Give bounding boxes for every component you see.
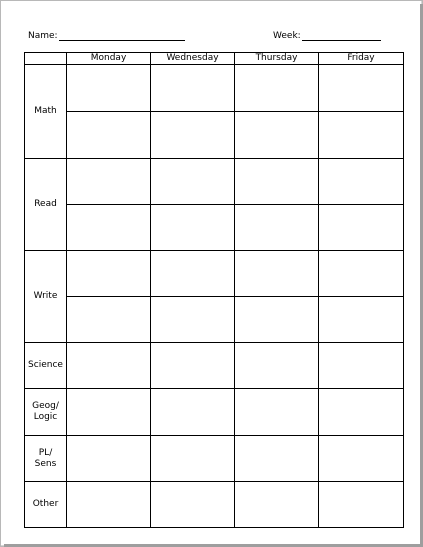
- day-header-friday: Friday: [319, 53, 404, 65]
- subject-cell-science: [25, 343, 67, 389]
- entry-cell[interactable]: [151, 159, 235, 205]
- table-row: [25, 343, 404, 389]
- entry-cell[interactable]: [319, 343, 404, 389]
- entry-cell[interactable]: [67, 389, 151, 436]
- entry-cell[interactable]: [67, 205, 151, 251]
- name-label: Name:: [28, 31, 58, 41]
- entry-cell[interactable]: [67, 112, 151, 159]
- entry-cell[interactable]: [67, 251, 151, 297]
- entry-cell[interactable]: [151, 389, 235, 436]
- entry-cell[interactable]: [67, 482, 151, 528]
- day-header-monday: Monday: [67, 53, 151, 65]
- entry-cell[interactable]: [67, 159, 151, 205]
- day-header-wednesday: Wednesday: [151, 53, 235, 65]
- entry-cell[interactable]: [151, 436, 235, 482]
- table-header-row: [25, 53, 404, 65]
- entry-cell[interactable]: [235, 159, 319, 205]
- entry-cell[interactable]: [235, 112, 319, 159]
- entry-cell[interactable]: [151, 251, 235, 297]
- table-row: [25, 159, 404, 205]
- entry-cell[interactable]: [235, 389, 319, 436]
- week-label: Week:: [273, 31, 301, 41]
- entry-cell[interactable]: [319, 297, 404, 343]
- entry-cell[interactable]: [151, 112, 235, 159]
- subject-cell-other: [25, 482, 67, 528]
- subject-label: Science: [28, 360, 63, 370]
- subject-cell-write: [25, 251, 67, 343]
- entry-cell[interactable]: [235, 343, 319, 389]
- table-row: [25, 205, 404, 251]
- subject-label-line-2: Sens: [34, 458, 57, 469]
- corner-header-cell: [25, 53, 67, 65]
- day-header-thursday: Thursday: [235, 53, 319, 65]
- subject-label: Write: [33, 291, 58, 301]
- entry-cell[interactable]: [319, 112, 404, 159]
- table-row: [25, 65, 404, 112]
- entry-cell[interactable]: [235, 482, 319, 528]
- subject-cell-read: [25, 159, 67, 251]
- entry-cell[interactable]: [151, 65, 235, 112]
- subject-cell-pl-sens: [25, 436, 67, 482]
- subject-label: Math: [34, 106, 57, 116]
- entry-cell[interactable]: [235, 205, 319, 251]
- table-row: [25, 436, 404, 482]
- entry-cell[interactable]: [319, 251, 404, 297]
- table-row: [25, 251, 404, 297]
- entry-cell[interactable]: [319, 65, 404, 112]
- entry-cell[interactable]: [319, 205, 404, 251]
- entry-cell[interactable]: [67, 297, 151, 343]
- entry-cell[interactable]: [235, 436, 319, 482]
- table-row: [25, 482, 404, 528]
- entry-cell[interactable]: [319, 482, 404, 528]
- entry-cell[interactable]: [235, 65, 319, 112]
- subject-label-line-1: Geog/: [32, 401, 59, 411]
- subject-label: Read: [34, 199, 57, 209]
- subject-cell-geog-logic: [25, 389, 67, 436]
- entry-cell[interactable]: [67, 343, 151, 389]
- subject-label-line-2: Logic: [33, 412, 58, 422]
- entry-cell[interactable]: [67, 65, 151, 112]
- entry-cell[interactable]: [319, 389, 404, 436]
- subject-label-line-1: PL/: [38, 447, 53, 458]
- entry-cell[interactable]: [319, 436, 404, 482]
- entry-cell[interactable]: [151, 482, 235, 528]
- name-blank-line: [59, 40, 185, 41]
- subject-label: Other: [32, 499, 59, 509]
- entry-cell[interactable]: [151, 205, 235, 251]
- table-row: [25, 112, 404, 159]
- entry-cell[interactable]: [319, 159, 404, 205]
- week-blank-line: [302, 40, 381, 41]
- subject-cell-math: [25, 65, 67, 159]
- entry-cell[interactable]: [151, 343, 235, 389]
- entry-cell[interactable]: [151, 297, 235, 343]
- table-row: [25, 389, 404, 436]
- weekly-planner-table: [24, 52, 404, 528]
- entry-cell[interactable]: [235, 297, 319, 343]
- entry-cell[interactable]: [235, 251, 319, 297]
- table-row: [25, 297, 404, 343]
- entry-cell[interactable]: [67, 436, 151, 482]
